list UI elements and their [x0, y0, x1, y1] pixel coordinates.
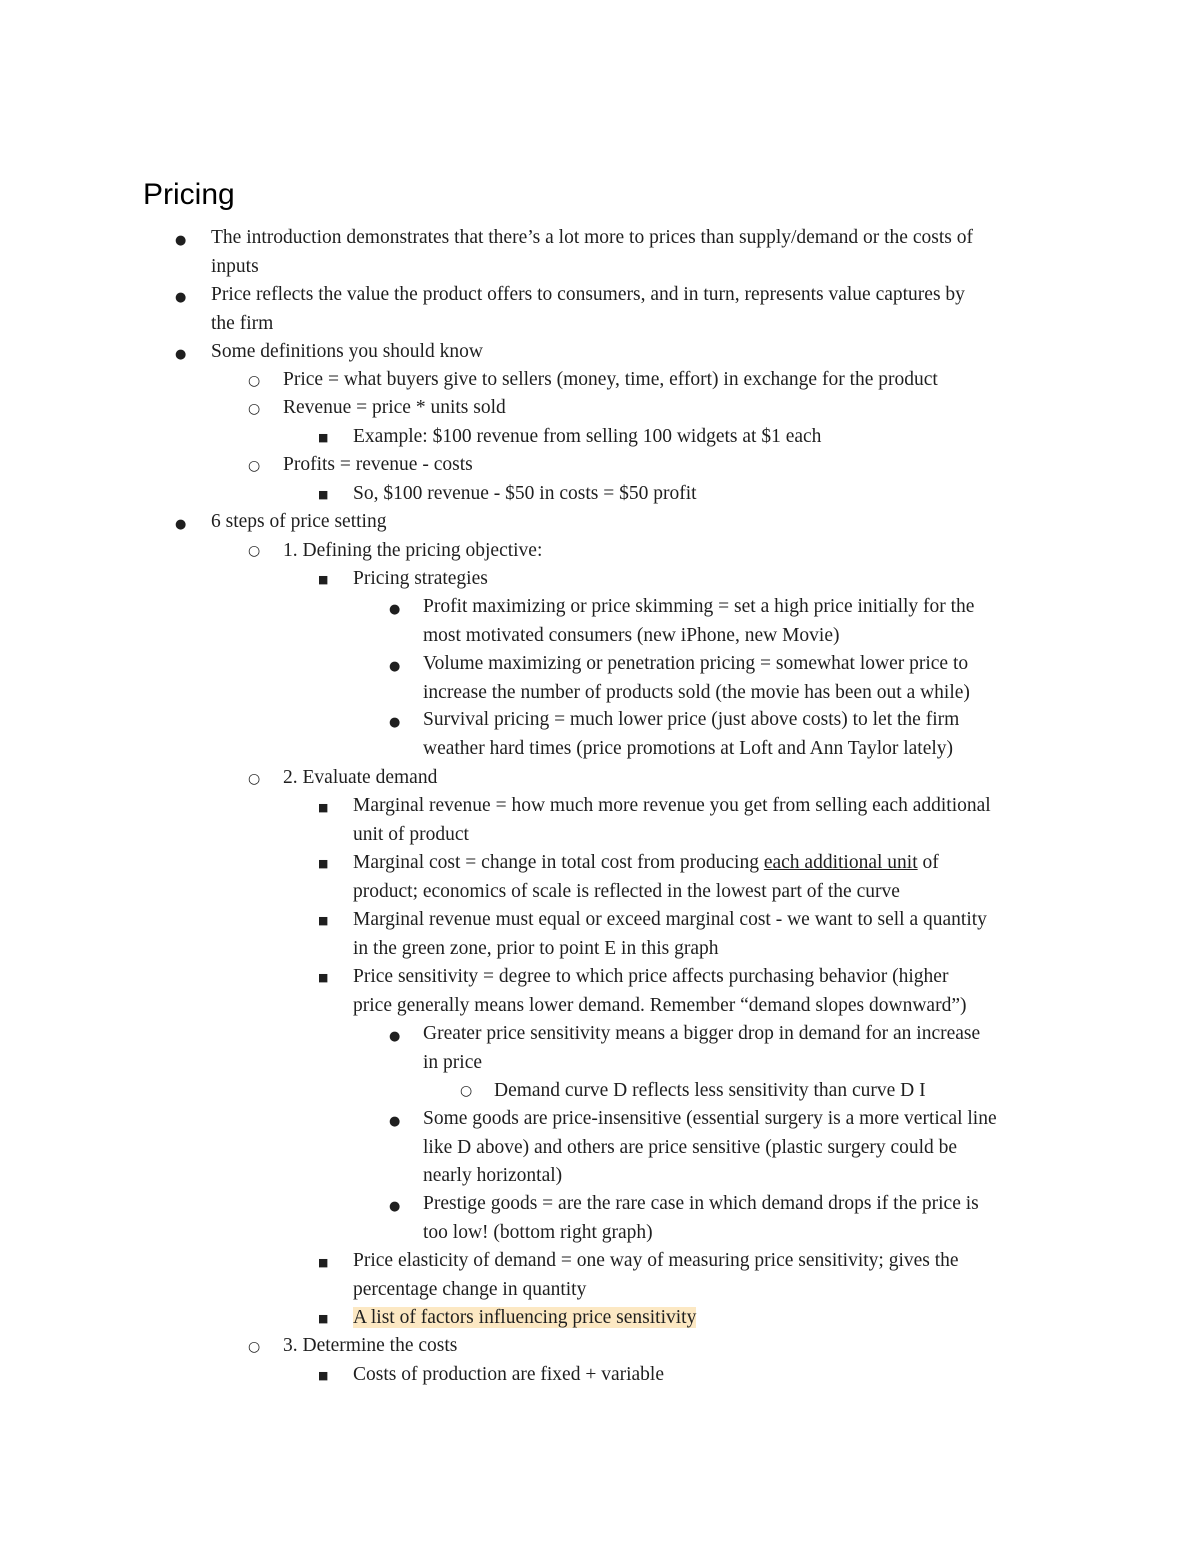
bullet-disc-icon: ● [175, 517, 187, 532]
list-item: 2. Evaluate demand [283, 767, 438, 788]
list-item: Marginal revenue must equal or exceed marginal cost - we want to sell a quantity in the green zone, prior to point E in this graph [353, 909, 987, 959]
list-item: Marginal revenue = how much more revenue you get from selling each additional unit of product [353, 795, 991, 845]
bullet-disc-icon: ● [389, 715, 401, 730]
bullet-disc-icon: ● [389, 659, 401, 674]
bullet-square-icon: ■ [318, 488, 329, 501]
list-item: So, $100 revenue - $50 in costs = $50 profit [353, 483, 697, 504]
list-item: Price reflects the value the product offers to consumers, and in turn, represents value captures by the firm [211, 284, 965, 334]
list-item: Survival pricing = much lower price (just above costs) to let the firm weather hard times (price promotions at Loft and Ann Taylor lately) [423, 709, 960, 759]
list-item: 3. Determine the costs [283, 1335, 458, 1356]
list-item: Greater price sensitivity means a bigger drop in demand for an increase in price [423, 1023, 981, 1073]
list-item: Price sensitivity = degree to which price affects purchasing behavior (higher price generally means lower demand. Remember “demand slopes downward”) [353, 966, 967, 1016]
list-item: Volume maximizing or penetration pricing = somewhat lower price to increase the number of products sold (the movie has been out a while) [423, 653, 970, 703]
bullet-circle-icon: ○ [248, 771, 261, 787]
bullet-square-icon: ■ [318, 857, 329, 870]
bullet-disc-icon: ● [389, 1029, 401, 1044]
list-item: Revenue = price * units sold [283, 397, 506, 418]
list-item: Some goods are price-insensitive (essential surgery is a more vertical line like D above) and others are price sensitive (plastic surgery could be nearly horizontal) [423, 1108, 997, 1186]
bullet-circle-icon: ○ [248, 373, 261, 389]
list-item [353, 1304, 696, 1333]
list-item: Profits = revenue - costs [283, 454, 473, 475]
bullet-square-icon: ■ [318, 801, 329, 814]
list-item: Some definitions you should know [211, 341, 483, 362]
list-item: Price elasticity of demand = one way of measuring price sensitivity; gives the percentage change in quantity [353, 1250, 959, 1300]
bullet-square-icon: ■ [318, 1256, 329, 1269]
bullet-square-icon: ■ [318, 431, 329, 444]
bullet-disc-icon: ● [389, 602, 401, 617]
bullet-disc-icon: ● [389, 1114, 401, 1129]
bullet-square-icon: ■ [318, 914, 329, 927]
list-item: Marginal cost = change in total cost from producing each additional unit of product; economics of scale is reflected in the lowest part of the curve [353, 852, 939, 902]
bullet-circle-icon: ○ [248, 1339, 261, 1355]
bullet-circle-icon: ○ [248, 401, 261, 417]
list-item: Price = what buyers give to sellers (money, time, effort) in exchange for the product [283, 369, 938, 390]
bullet-disc-icon: ● [175, 233, 187, 248]
bullet-circle-icon: ○ [248, 458, 261, 474]
underlined-text: each additional unit [763, 852, 918, 873]
highlighted-text: A list of factors influencing price sensitivity [353, 1307, 697, 1328]
list-item: Profit maximizing or price skimming = set a high price initially for the most motivated consumers (new iPhone, new Movie) [423, 596, 975, 646]
bullet-disc-icon: ● [389, 1199, 401, 1214]
bullet-disc-icon: ● [175, 290, 187, 305]
bullet-square-icon: ■ [318, 573, 329, 586]
bullet-square-icon: ■ [318, 1369, 329, 1382]
bullet-disc-icon: ● [175, 347, 187, 362]
list-item: Example: $100 revenue from selling 100 widgets at $1 each [353, 426, 822, 447]
page-title: Pricing [143, 178, 235, 211]
list-item: Prestige goods = are the rare case in which demand drops if the price is too low! (bottom right graph) [423, 1193, 979, 1243]
list-item: Costs of production are fixed + variable [353, 1364, 664, 1385]
list-item: The introduction demonstrates that there’s a lot more to prices than supply/demand or the costs of inputs [211, 227, 973, 277]
bullet-square-icon: ■ [318, 1312, 329, 1325]
bullet-square-icon: ■ [318, 971, 329, 984]
list-item: Pricing strategies [353, 568, 488, 589]
list-item: 6 steps of price setting [211, 511, 387, 532]
list-item: Demand curve D reflects less sensitivity than curve D I [494, 1080, 926, 1101]
bullet-circle-icon: ○ [248, 543, 261, 559]
list-item: 1. Defining the pricing objective: [283, 540, 543, 561]
bullet-circle-icon: ○ [460, 1083, 473, 1099]
